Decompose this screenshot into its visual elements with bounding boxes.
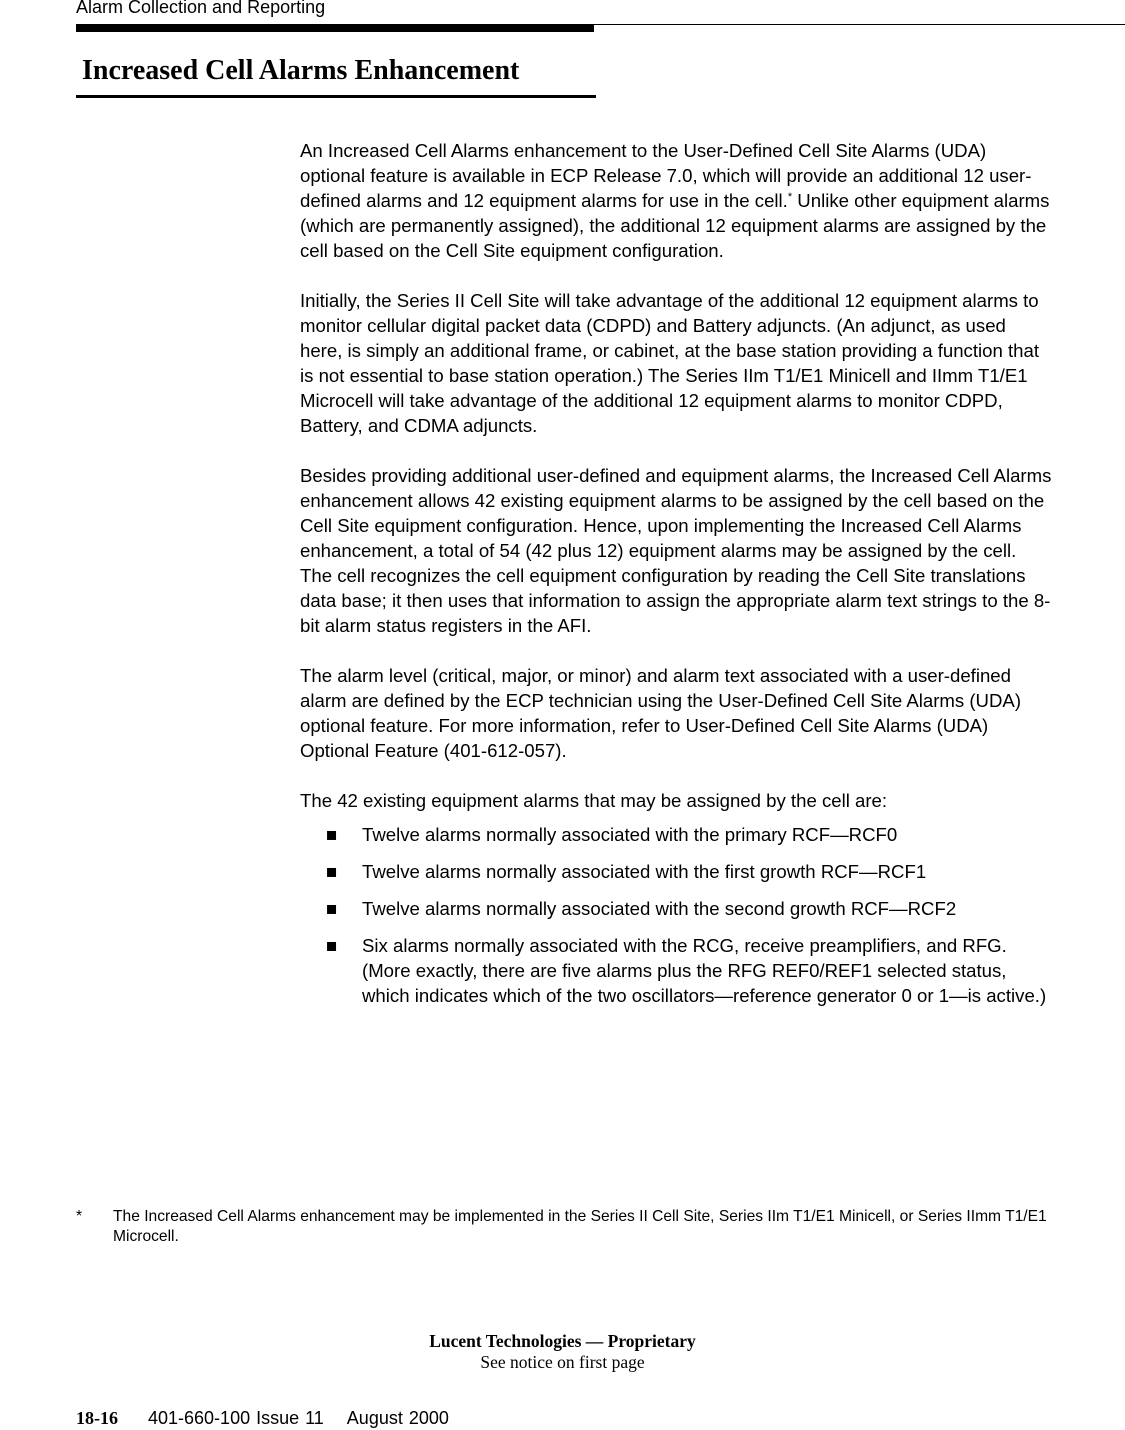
bullet-icon: ■ <box>326 824 338 845</box>
paragraph-alarm-level: The alarm level (critical, major, or minor) and alarm text associated with a user-defined alarm are defined by the ECP technician using the User-Defined Cell Site Alarms (UDA) optional feature. For more information, refer to User-Defined Cell Site Alarms (UDA) Optional Feature (401-612-057). <box>300 665 1022 761</box>
body-text <box>300 138 1052 1020</box>
paragraph-intro <box>300 138 1052 263</box>
list-item-text: Six alarms normally associated with the RCG, receive preamplifiers, and RFG. (More exactly, there are five alarms plus the RFG REF0/REF1 selected status, which indicates which of the two oscillators—reference generator 0 or 1—is active.) <box>362 935 1047 1006</box>
list-item <box>300 896 1052 921</box>
footer-notice: See notice on first page <box>480 1352 645 1372</box>
header-rule-bar <box>76 24 594 32</box>
page-number: 18-16 <box>76 1408 118 1428</box>
bullet-icon: ■ <box>326 861 338 882</box>
document-info: 401-660-100 Issue 11 August 2000 <box>148 1408 449 1428</box>
list-item-text: Twelve alarms normally associated with the primary RCF—RCF0 <box>362 824 898 845</box>
paragraph-series: Initially, the Series II Cell Site will take advantage of the additional 12 equipment alarms to monitor cellular digital packet data (CDPD) and Battery adjuncts. (An adjunct, as used here, is simply an additional frame, or cabinet, at the base station providing a function that is not essential to base station operation.) The Series IIm T1/E1 Minicell and IImm T1/E1 Microcell will take advantage of the additional 12 equipment alarms to monitor CDPD, Battery, and CDMA adjuncts. <box>300 290 1040 436</box>
footer-proprietary: Lucent Technologies — Proprietary <box>429 1331 696 1351</box>
list-item <box>300 859 1052 884</box>
list-item <box>300 933 1052 1008</box>
paragraph-list-intro: The 42 existing equipment alarms that may be assigned by the cell are: <box>300 790 888 811</box>
list-item <box>300 822 1052 847</box>
paragraph-intro-continued: Unlike other equipment alarms (which are permanently assigned), the additional 12 equipment alarms are assigned by the cell based on the Cell Site equipment configuration. <box>300 190 1050 261</box>
list-item-text: Twelve alarms normally associated with the second growth RCF—RCF2 <box>362 898 957 919</box>
list-item-text: Twelve alarms normally associated with the first growth RCF—RCF1 <box>362 861 927 882</box>
footnote-text: The Increased Cell Alarms enhancement may be implemented in the Series II Cell Site, Series IIm T1/E1 Minicell, or Series IImm T1/E1 Microcell. <box>113 1208 1047 1245</box>
footnote-reference: * <box>787 191 793 203</box>
footnote <box>76 1207 1056 1247</box>
paragraph-additional-alarms: Besides providing additional user-defined and equipment alarms, the Increased Cell Alarms enhancement allows 42 existing equipment alarms to be assigned by the cell based on the Cell Site equipment configuration. Hence, upon implementing the Increased Cell Alarms enhancement, a total of 54 (42 plus 12) equipment alarms may be assigned by the cell. The cell recognizes the cell equipment configuration by reading the Cell Site translations data base; it then uses that information to assign the appropriate alarm text strings to the 8-bit alarm status registers in the AFI. <box>300 465 1052 636</box>
footnote-mark: * <box>76 1208 83 1225</box>
paragraph-intro-text: An Increased Cell Alarms enhancement to the User-Defined Cell Site Alarms (UDA) optional feature is available in ECP Release 7.0, which will provide an additional 12 user-defined alarms and 12 equipment alarms for use in the cell. <box>300 140 1032 211</box>
section-title: Increased Cell Alarms Enhancement <box>82 55 520 86</box>
bullet-icon: ■ <box>326 898 338 919</box>
bullet-list <box>300 822 1052 1008</box>
running-header: Alarm Collection and Reporting <box>76 0 326 17</box>
title-rule <box>76 95 596 98</box>
bullet-icon: ■ <box>326 935 338 956</box>
